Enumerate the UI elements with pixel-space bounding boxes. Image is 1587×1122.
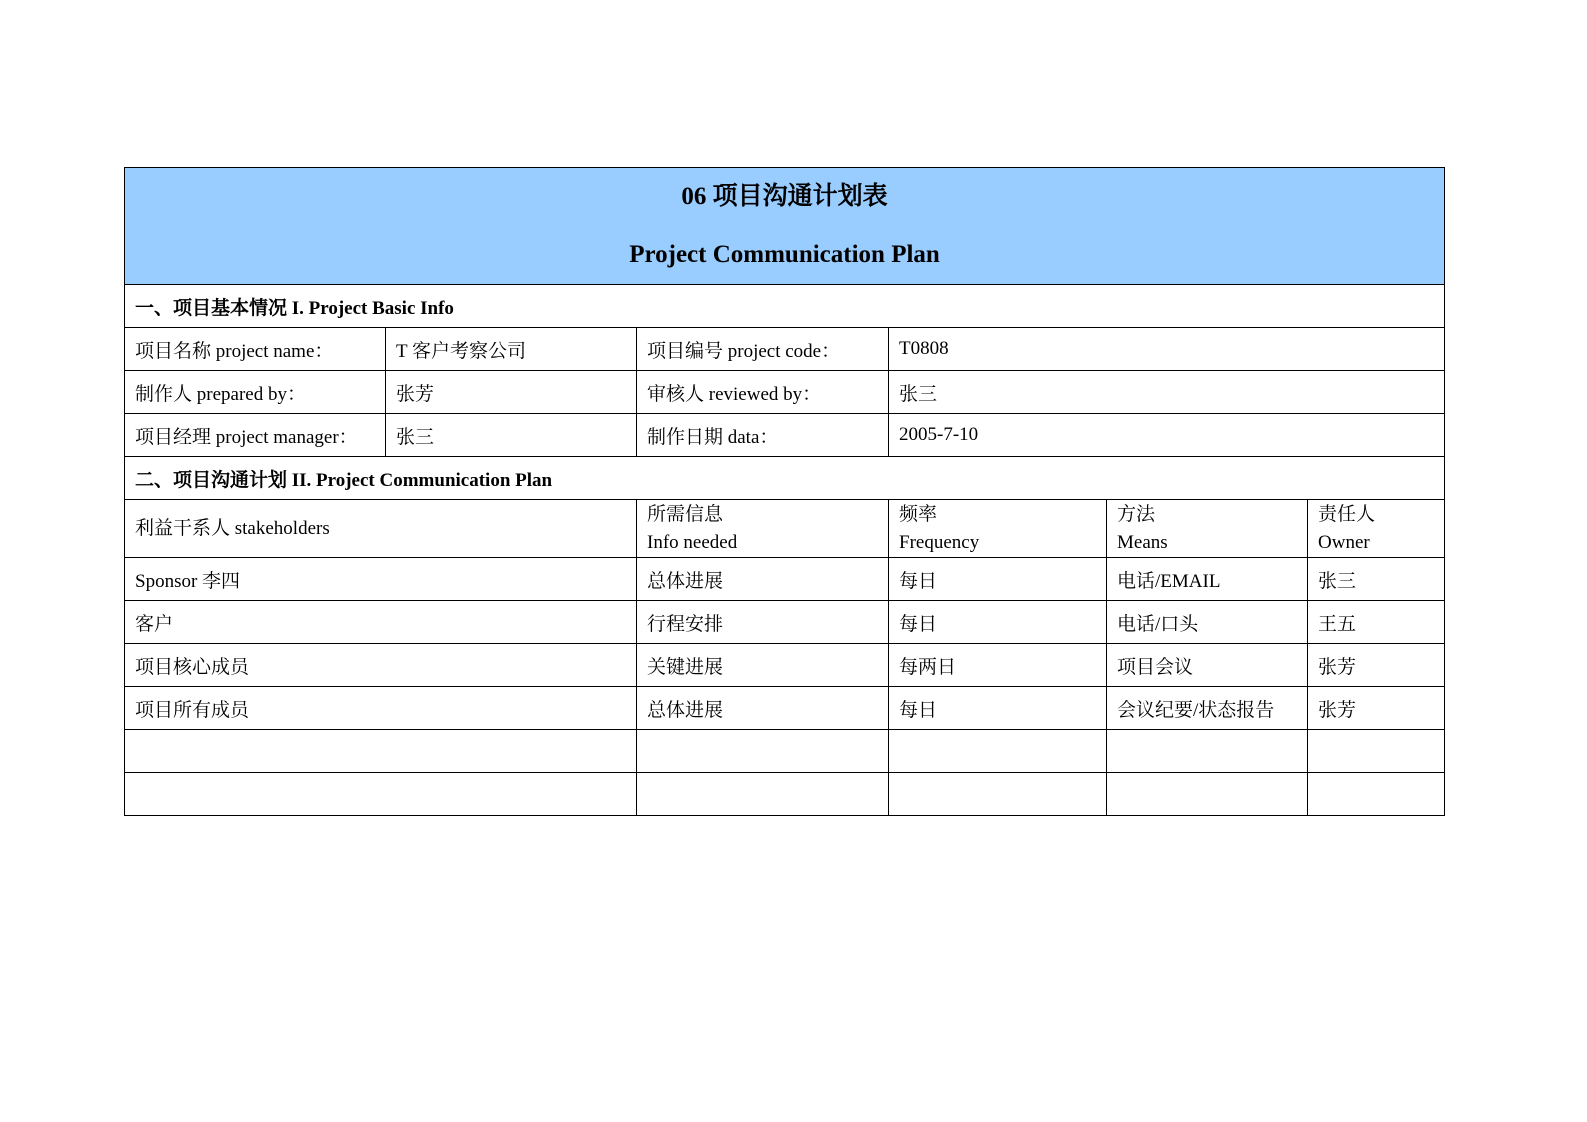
section-heading-communication-plan: 二、项目沟通计划 II. Project Communication Plan: [125, 457, 1445, 500]
cell-owner: 张芳: [1308, 644, 1445, 687]
header-stakeholders: 利益干系人 stakeholders: [125, 500, 637, 558]
plan-row: [125, 601, 1445, 644]
plan-row-empty: [125, 773, 1445, 816]
value-project-code: T0808: [889, 328, 1445, 371]
cell-stakeholder: [125, 730, 637, 773]
title-chinese: 06 项目沟通计划表: [681, 183, 888, 210]
cell-info-needed: [637, 773, 889, 816]
title-english: Project Communication Plan: [629, 241, 940, 268]
plan-row: [125, 687, 1445, 730]
cell-info-needed: 关键进展: [637, 644, 889, 687]
plan-row: [125, 558, 1445, 601]
header-owner-cn: 责任人: [1318, 503, 1376, 525]
cell-owner: 张三: [1308, 558, 1445, 601]
cell-stakeholder: 项目所有成员: [125, 687, 637, 730]
cell-frequency: [889, 773, 1107, 816]
header-info-needed-cn: 所需信息: [647, 503, 724, 525]
cell-info-needed: [637, 730, 889, 773]
cell-frequency: 每日: [889, 687, 1107, 730]
cell-means: 项目会议: [1107, 644, 1308, 687]
label-prepared-by: 制作人 prepared by：: [125, 371, 386, 414]
plan-row-empty: [125, 730, 1445, 773]
cell-info-needed: 行程安排: [637, 601, 889, 644]
section-heading-basic-info: 一、项目基本情况 I. Project Basic Info: [125, 285, 1445, 328]
plan-header-row: [125, 500, 1445, 558]
cell-frequency: 每日: [889, 558, 1107, 601]
communication-plan-table: [124, 167, 1445, 816]
basic-info-row: [125, 371, 1445, 414]
cell-stakeholder: 客户: [125, 601, 637, 644]
header-frequency-en: Frequency: [899, 531, 980, 553]
header-owner-en: Owner: [1318, 531, 1370, 553]
cell-owner: 王五: [1308, 601, 1445, 644]
cell-frequency: [889, 730, 1107, 773]
cell-means: [1107, 730, 1308, 773]
section-heading-row: [125, 285, 1445, 328]
header-owner: [1308, 500, 1445, 558]
cell-means: [1107, 773, 1308, 816]
header-means-en: Means: [1117, 531, 1168, 553]
label-reviewed-by: 审核人 reviewed by：: [637, 371, 889, 414]
cell-info-needed: 总体进展: [637, 558, 889, 601]
header-frequency: [889, 500, 1107, 558]
cell-owner: [1308, 730, 1445, 773]
cell-info-needed: 总体进展: [637, 687, 889, 730]
header-info-needed: [637, 500, 889, 558]
cell-stakeholder: [125, 773, 637, 816]
header-frequency-cn: 频率: [899, 503, 938, 525]
section-heading-row: [125, 457, 1445, 500]
cell-means: 电话/口头: [1107, 601, 1308, 644]
cell-frequency: 每两日: [889, 644, 1107, 687]
label-date: 制作日期 data：: [637, 414, 889, 457]
label-project-code: 项目编号 project code：: [637, 328, 889, 371]
value-reviewed-by: 张三: [889, 371, 1445, 414]
label-project-name: 项目名称 project name：: [125, 328, 386, 371]
label-project-manager: 项目经理 project manager：: [125, 414, 386, 457]
title-cell: [125, 168, 1445, 285]
cell-means: 电话/EMAIL: [1107, 558, 1308, 601]
cell-owner: 张芳: [1308, 687, 1445, 730]
cell-stakeholder: 项目核心成员: [125, 644, 637, 687]
cell-stakeholder: Sponsor 李四: [125, 558, 637, 601]
basic-info-row: [125, 414, 1445, 457]
cell-frequency: 每日: [889, 601, 1107, 644]
basic-info-row: [125, 328, 1445, 371]
title-row: [125, 168, 1445, 285]
header-means: [1107, 500, 1308, 558]
plan-row: [125, 644, 1445, 687]
cell-means: 会议纪要/状态报告: [1107, 687, 1308, 730]
value-date: 2005-7-10: [889, 414, 1445, 457]
header-means-cn: 方法: [1117, 503, 1156, 525]
value-project-manager: 张三: [386, 414, 637, 457]
header-info-needed-en: Info needed: [647, 531, 738, 553]
cell-owner: [1308, 773, 1445, 816]
value-prepared-by: 张芳: [386, 371, 637, 414]
value-project-name: T 客户考察公司: [386, 328, 637, 371]
